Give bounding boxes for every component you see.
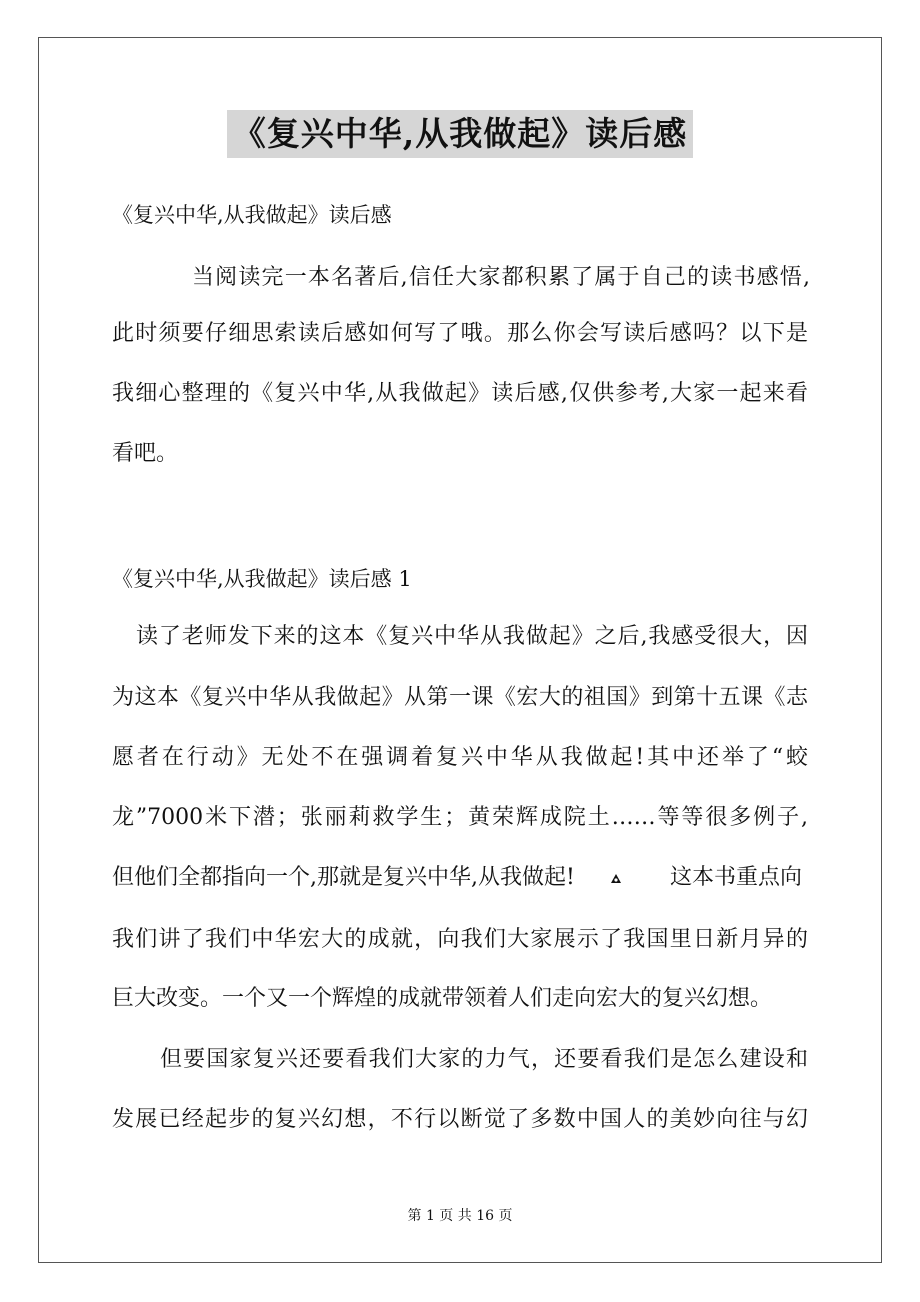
- document-title-text: 《复兴中华,从我做起》读后感: [227, 110, 694, 158]
- section-line-6: 我们讲了我们中华宏大的成就，向我们大家展示了我国里日新月异的: [112, 927, 808, 952]
- section-heading: 《复兴中华,从我做起》读后感 1: [112, 567, 412, 591]
- section-line-4: 龙”7000米下潜；张丽莉救学生；黄荣辉成院土……等等很多例子,: [112, 805, 808, 830]
- section-line-5b: 这本书重点向: [670, 865, 803, 890]
- section-line-9: 发展已经起步的复兴幻想，不行以断觉了多数中国人的美妙向往与幻: [112, 1107, 808, 1132]
- document-title: [0, 110, 920, 158]
- page-footer: 第 1 页 共 16 页: [407, 1208, 513, 1224]
- section-line-3: 愿者在行动》无处不在强调着复兴中华从我做起!其中还举了“蛟: [112, 745, 808, 770]
- section-line-1: 读了老师发下来的这本《复兴中华从我做起》之后,我感受很大，因: [136, 624, 808, 649]
- section-line-5: 但他们全都指向一个,那就是复兴中华,从我做起!: [112, 865, 575, 890]
- intro-line-3: 我细心整理的《复兴中华,从我做起》读后感,仅供参考,大家一起来看: [112, 381, 808, 406]
- bookmark-icon: [609, 862, 623, 894]
- section-line-7: 巨大改变。一个又一个辉煌的成就带领着人们走向宏大的复兴幻想。: [112, 986, 773, 1011]
- section-line-8: 但要国家复兴还要看我们大家的力气，还要看我们是怎么建设和: [160, 1047, 808, 1072]
- intro-line-4: 看吧。: [112, 441, 179, 466]
- intro-line-1: 当阅读完一本名著后,信任大家都积累了属于自己的读书感悟,: [192, 265, 810, 290]
- intro-heading: 《复兴中华,从我做起》读后感: [112, 203, 392, 227]
- section-line-2: 为这本《复兴中华从我做起》从第一课《宏大的祖国》到第十五课《志: [112, 685, 808, 710]
- intro-line-2: 此时须要仔细思索读后感如何写了哦。那么你会写读后感吗？以下是: [112, 321, 808, 346]
